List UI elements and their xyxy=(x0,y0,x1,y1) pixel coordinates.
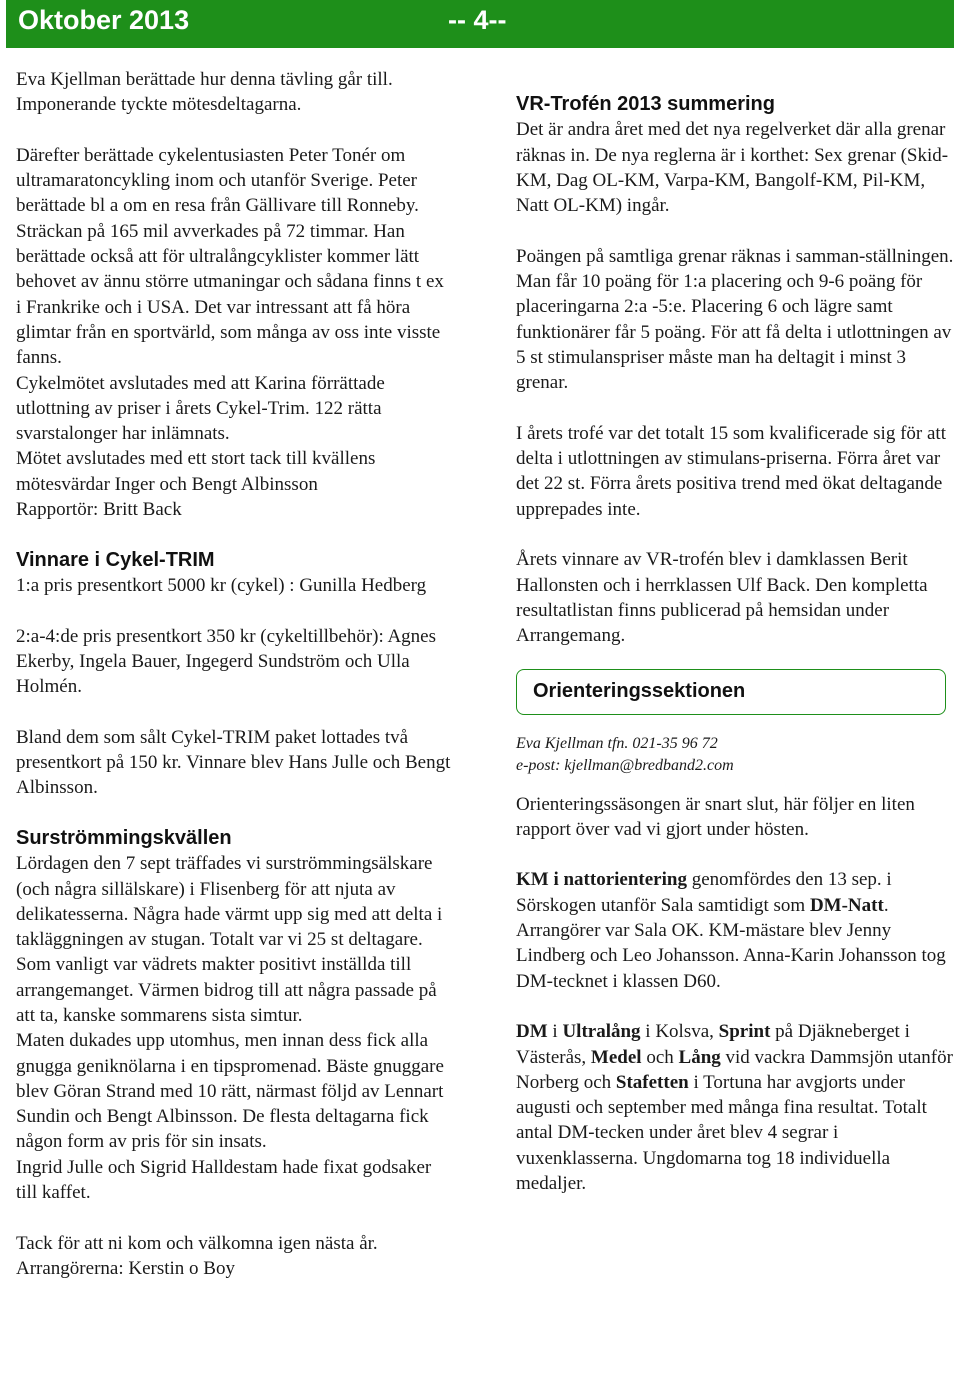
left-column xyxy=(16,67,452,1281)
paragraph-orientering-intro: Orienteringssäsongen är snart slut, här följer en liten rapport över vad vi gjort under hösten. xyxy=(516,793,915,840)
km-bold: KM i nattorientering xyxy=(516,869,687,891)
km-text-1: genomfördes den 13 sep. i Sörskogen utanför Sala samtidigt som xyxy=(516,869,892,916)
dm-text-4: och xyxy=(641,1046,679,1068)
paragraph-vr-winners: Årets vinnare av VR-trofén blev i damklassen Berit Hallonsten och i herrklassen Ulf Back. Den kompletta resultatlistan finns publicerad på hemsidan under Arrangemang. xyxy=(516,549,928,647)
lang-bold: Lång xyxy=(678,1046,721,1068)
paragraph-lottery: Bland dem som sålt Cykel-TRIM paket lottades två presentkort på 150 kr. Vinnare blev Hans Julle och Bengt Albinsson. xyxy=(16,726,451,799)
paragraph-vr-qualified: I årets trofé var det totalt 15 som kvalificerade sig för att delta i utlottningen av stimulans-priserna. Förra året var det 22 st. Förra årets positiva trend med ökat deltagande upprepades inte. xyxy=(516,422,946,520)
dm-bold: DM xyxy=(516,1021,548,1043)
paragraph-surstromming-2: Som vanligt var vädrets makter positivt inställda till arrangemanget. Värmen bidrog till att några passade på att ta, kanske sommarens sista simtur. xyxy=(16,954,437,1026)
header-month: Oktober 2013 xyxy=(18,5,190,35)
paragraph-cykelmote: Cykelmötet avslutades med att Karina förrättade utlottning av priser i årets Cykel-Trim. 122 rätta svarstalonger har inlämnats. xyxy=(16,372,385,445)
page-header xyxy=(6,0,954,48)
right-column xyxy=(516,92,954,1196)
stafetten-bold: Stafetten xyxy=(615,1071,689,1093)
paragraph-thanks: Tack för att ni kom och välkomna igen nästa år. xyxy=(16,1232,378,1254)
paragraph-vr-rules: Det är andra året med det nya regelverket där alla grenar räknas in. De nya reglerna är i korthet: Sex grenar (Skid-KM, Dag OL-KM, Varpa-KM, Bangolf-KM, Pil-KM, Natt OL-KM) ingår. xyxy=(516,119,949,217)
paragraph-arrangers: Arrangörerna: Kerstin o Boy xyxy=(16,1257,235,1279)
header-page-number: -- 4-- xyxy=(448,5,507,35)
paragraph-tack: Mötet avslutades med ett stort tack till kvällens mötesvärdar Inger och Bengt Albinsson xyxy=(16,448,376,495)
paragraph-surstromming-4: Ingrid Julle och Sigrid Halldestam hade fixat godsaker till kaffet. xyxy=(16,1156,432,1204)
paragraph-vr-points: Poängen på samtliga grenar räknas i samman-ställningen. Man får 10 poäng för 1:a placering och 9-6 poäng för placeringarna 2:a -5:e. Placering 6 och lägre samt funktionärer får 5 poäng. För att få delta i utlottningen av 5 st stimulanspriser måste man ha deltagit i minst 3 grenar. xyxy=(516,245,954,394)
heading-vinnare: Vinnare i Cykel-TRIM xyxy=(16,548,215,571)
sprint-bold: Sprint xyxy=(718,1021,771,1043)
dm-text-2: i Kolsva, xyxy=(640,1021,719,1043)
contact-email: e-post: kjellman@bredband2.com xyxy=(516,757,734,775)
paragraph-km-natt xyxy=(516,867,954,993)
section-box-orientering xyxy=(516,669,946,715)
paragraph-surstromming-3: Maten dukades upp utomhus, men innan dess fick alla gnugga geniknölarna i en tipspromenad. Bäste gnuggare blev Göran Strand med 10 rätt, närmast följd av Lennart Sundin och Bengt Albinsson. De flesta deltagarna fick någon form av pris för sin insats. xyxy=(16,1030,444,1153)
paragraph-rapportor: Rapportör: Britt Back xyxy=(16,499,182,521)
paragraph-surstromming-1: Lördagen den 7 sept träffades vi surströmmingsälskare (och några sillälskare) i Flisenberg för att njuta av delikatesserna. Några hade värmt upp sig med att delta i takläggningen av stugan. Totalt var vi 25 st deltagare. xyxy=(16,853,443,951)
paragraph-first-prize: 1:a pris presentkort 5000 kr (cykel) : Gunilla Hedberg xyxy=(16,574,427,596)
paragraph-intro: Eva Kjellman berättade hur denna tävling går till. Imponerande tyckte mötesdeltagarna. xyxy=(16,69,393,116)
section-title-orientering: Orienteringssektionen xyxy=(533,679,746,702)
dm-text-6: i Tortuna har avgjorts under augusti och september med många fina resultat. Totalt antal DM-tecken under året blev 4 segrar i vuxenklasserna. Ungdomarna tog 18 individuella medaljer. xyxy=(516,1071,927,1194)
dm-text-5: vid vackra Dammsjön utanför Norberg och xyxy=(516,1046,953,1093)
dm-text-3: på Djäkneberget i Västerås, xyxy=(516,1021,910,1068)
heading-surstromming: Surströmmingskvällen xyxy=(16,826,232,849)
dm-natt-bold: DM-Natt xyxy=(809,894,884,916)
heading-vr-trofen: VR-Trofén 2013 summering xyxy=(516,93,775,115)
paragraph-second-prizes: 2:a-4:de pris presentkort 350 kr (cykeltillbehör): Agnes Ekerby, Ingela Bauer, Ingegerd Sundström och Ulla Holmén. xyxy=(16,625,437,698)
km-text-2: . Arrangörer var Sala OK. KM-mästare blev Jenny Lindberg och Leo Johansson. Anna-Karin Johansson tog DM-tecknet i klassen D60. xyxy=(516,894,946,992)
dm-text-1: i xyxy=(547,1021,563,1043)
ultralang-bold: Ultralång xyxy=(562,1021,641,1043)
medel-bold: Medel xyxy=(590,1046,642,1068)
contact-phone: Eva Kjellman tfn. 021-35 96 72 xyxy=(516,734,718,752)
paragraph-dm-results xyxy=(516,1019,954,1196)
paragraph-peter-toner: Därefter berättade cykelentusiasten Peter Tonér om ultramaratoncykling inom och utanför Sverige. Peter berättade bl a om en resa från Gällivare till Ronneby. Sträckan på 165 mil avverkades på 72 timmar. Han berättade också att för ultralångcyklister kommer lätt behovet av ännu större utmaningar och sådana finns t ex i Frankrike och i USA. Det var intressant att få höra glimtar från en sportvärld, som många av oss inte visste fanns. xyxy=(16,144,444,369)
